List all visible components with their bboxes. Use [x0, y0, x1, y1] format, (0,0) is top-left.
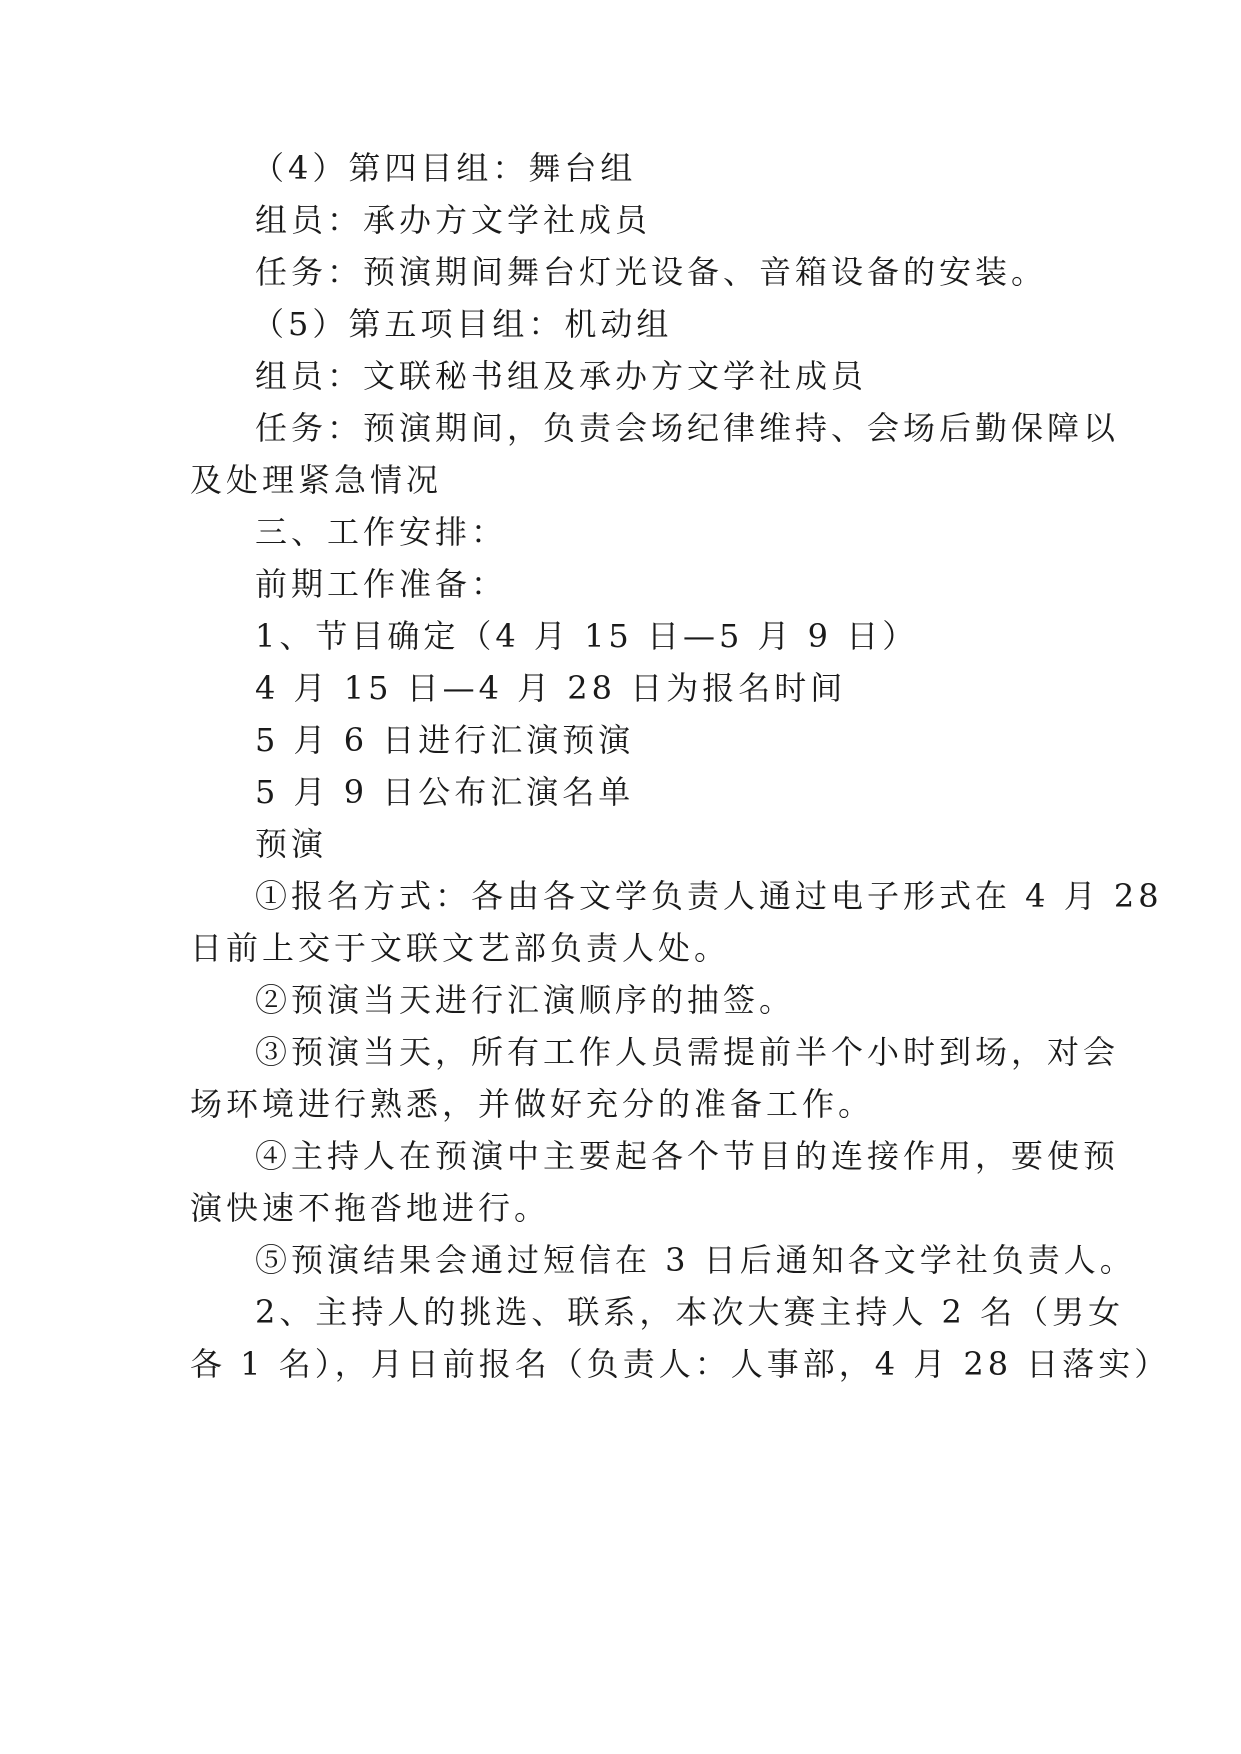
item-three: ③预演当天，所有工作人员需提前半个小时到场，对会: [255, 1033, 1120, 1071]
group-five-members: 组员：文联秘书组及承办方文学社成员: [255, 357, 868, 395]
item-four-continued: 演快速不拖沓地进行。: [190, 1189, 551, 1227]
group-four-members: 组员：承办方文学社成员: [255, 201, 652, 239]
rehearsal-date: 5 月 6 日进行汇演预演: [255, 721, 635, 759]
announce-date: 5 月 9 日公布汇演名单: [255, 773, 635, 811]
item-four: ④主持人在预演中主要起各个节目的连接作用，要使预: [255, 1137, 1120, 1175]
item-one-continued: 日前上交于文联文艺部负责人处。: [190, 929, 731, 967]
group-four-task: 任务：预演期间舞台灯光设备、音箱设备的安装。: [255, 253, 1048, 291]
item-two: ②预演当天进行汇演顺序的抽签。: [255, 981, 796, 1019]
group-five-task: 任务：预演期间，负责会场纪律维持、会场后勤保障以: [255, 409, 1120, 447]
item-one: ①报名方式：各由各文学负责人通过电子形式在 4 月 28: [255, 877, 1163, 915]
registration-period: 4 月 15 日—4 月 28 日为报名时间: [255, 669, 847, 707]
item-three-continued: 场环境进行熟悉，并做好充分的准备工作。: [190, 1085, 875, 1123]
program-confirmation: 1、节目确定（4 月 15 日—5 月 9 日）: [255, 617, 919, 655]
preparation-heading: 前期工作准备：: [255, 565, 508, 603]
host-selection: 2、主持人的挑选、联系，本次大赛主持人 2 名（男女: [255, 1293, 1125, 1331]
group-five-heading: （5）第五项目组：机动组: [252, 305, 673, 343]
group-five-task-continued: 及处理紧急情况: [190, 461, 443, 499]
section-three-heading: 三、工作安排：: [255, 513, 508, 551]
group-four-heading: （4）第四目组：舞台组: [252, 149, 637, 187]
host-selection-continued: 各 1 名），月日前报名（负责人：人事部，4 月 28 日落实）: [190, 1345, 1171, 1383]
item-five: ⑤预演结果会通过短信在 3 日后通知各文学社负责人。: [255, 1241, 1136, 1279]
rehearsal-heading: 预演: [255, 825, 328, 863]
